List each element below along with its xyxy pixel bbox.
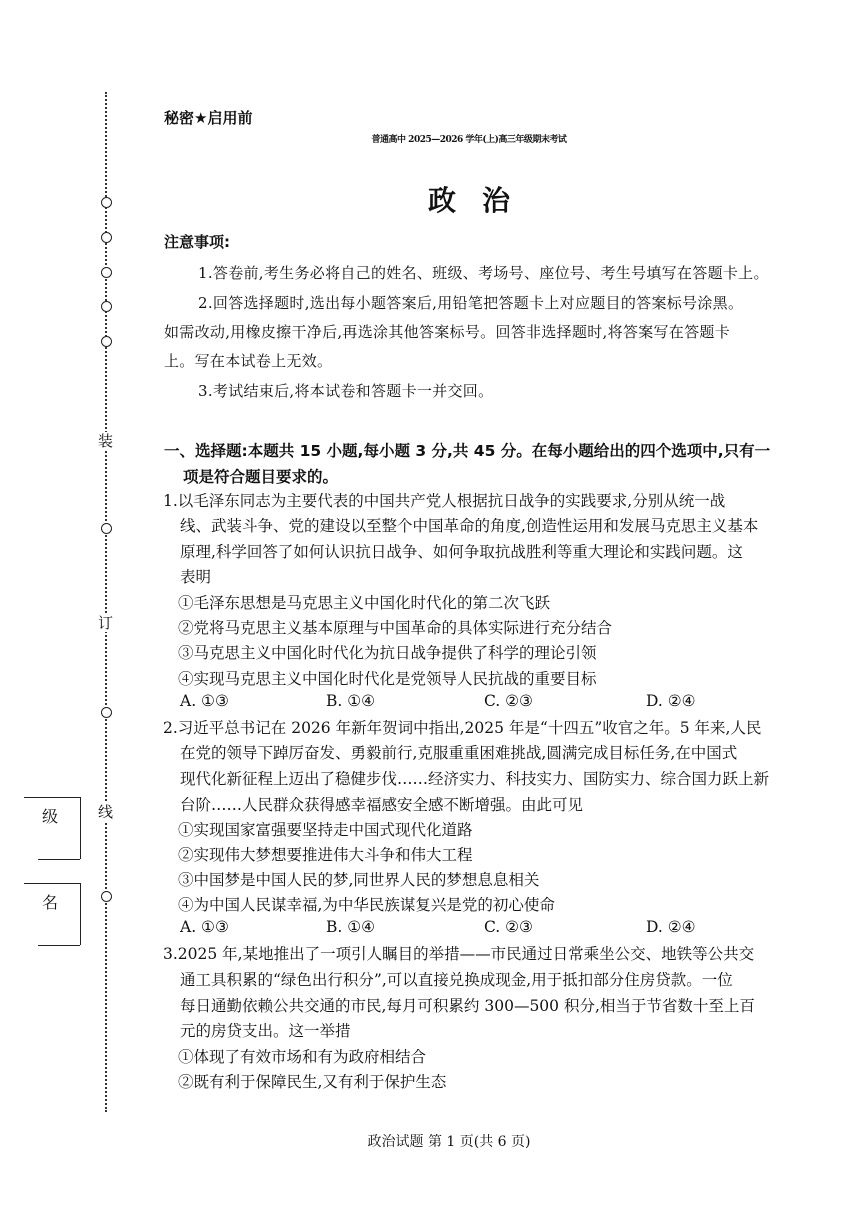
section-heading: 一、选择题:本题共 15 小题,每小题 3 分,共 45 分。在每小题给出的四个选项中,只有一 [164,442,771,460]
question-1-line: 1.以毛泽东同志为主要代表的中国共产党人根据抗日战争的实践要求,分别从统一战 [163,492,726,510]
binding-hole [101,707,112,718]
field-box-line [80,883,81,945]
question-1-statement: ④实现马克思主义中国化时代化是党领导人民抗战的重要目标 [178,670,597,688]
binding-hole [101,523,112,534]
question-2-option-d: D. ②④ [646,918,696,936]
question-3-statement: ①体现了有效市场和有为政府相结合 [178,1048,427,1066]
section-heading-cont: 项是符合题目要求的。 [183,468,339,486]
field-box-line [38,945,80,946]
question-2-statement: ④为中国人民谋幸福,为中华民族谋复兴是党的初心使命 [178,896,555,914]
question-2-line: 在党的领导下踔厉奋发、勇毅前行,克服重重困难挑战,圆满完成目标任务,在中国式 [180,744,738,762]
notice-line: 2.回答选择题时,选出每小题答案后,用铅笔把答题卡上对应题目的答案标号涂黑。 [198,294,744,312]
margin-label-zhuang: 装 [98,432,114,450]
field-label-name: 名 [42,893,59,912]
subject-title: 政治 [427,184,536,217]
notice-line: 上。写在本试卷上无效。 [164,352,333,370]
question-1-statement: ①毛泽东思想是马克思主义中国化时代化的第二次飞跃 [178,594,551,612]
exam-title: 普通高中 2025—2026 学年(上)高三年级期末考试 [371,135,567,145]
field-label-class: 级 [42,807,59,826]
question-2-option-c: C. ②③ [484,918,533,936]
question-2-line: 现代化新征程上迈出了稳健步伐……经济实力、科技实力、国防实力、综合国力跃上新 [180,770,770,788]
field-box-line [80,797,81,859]
question-2-line: 台阶……人民群众获得感幸福感安全感不断增强。由此可见 [180,796,584,814]
question-3-statement: ②既有利于保障民生,又有利于保护生态 [178,1073,447,1091]
notice-line: 如需改动,用橡皮擦干净后,再选涂其他答案标号。回答非选择题时,将答案写在答题卡 [164,323,731,341]
margin-label-xian: 线 [98,803,114,821]
question-2-statement: ②实现伟大梦想要推进伟大斗争和伟大工程 [178,846,473,864]
binding-hole [101,232,112,243]
binding-hole [101,891,112,902]
field-box-line [38,859,80,860]
question-1-option-b: B. ①④ [326,692,376,710]
question-1-line: 表明 [180,568,212,586]
question-2-statement: ③中国梦是中国人民的梦,同世界人民的梦想息息相关 [178,871,540,889]
question-3-line: 元的房贷支出。这一举措 [180,1022,351,1040]
field-box-line [24,883,80,884]
question-2-line: 2.习近平总书记在 2026 年新年贺词中指出,2025 年是“十四五”收官之年。5 年来,人民 [163,719,762,737]
notice-heading: 注意事项: [164,233,230,251]
question-1-option-d: D. ②④ [646,692,696,710]
binding-hole [101,336,112,347]
question-1-line: 线、武装斗争、党的建设以至整个中国革命的角度,创造性运用和发展马克思主义基本 [180,517,759,535]
margin-label-ding: 订 [98,614,114,632]
question-1-statement: ②党将马克思主义基本原理与中国革命的具体实际进行充分结合 [178,619,613,637]
question-1-option-c: C. ②③ [484,692,533,710]
notice-line: 1.答卷前,考生务必将自己的姓名、班级、考场号、座位号、考生号填写在答题卡上。 [198,264,769,282]
binding-hole [101,267,112,278]
question-2-statement: ①实现国家富强要坚持走中国式现代化道路 [178,821,473,839]
question-1-statement: ③马克思主义中国化时代化为抗日战争提供了科学的理论引领 [178,644,597,662]
page-footer: 政治试题 第 1 页(共 6 页) [367,1134,531,1150]
question-1-line: 原理,科学回答了如何认识抗日战争、如何争取抗战胜利等重大理论和实践问题。这 [180,543,743,561]
question-3-line: 每日通勤依赖公共交通的市民,每月可积累约 300—500 积分,相当于节省数十至上百 [180,997,755,1015]
notice-line: 3.考试结束后,将本试卷和答题卡一并交回。 [198,382,494,400]
secret-label: 秘密★启用前 [164,109,253,127]
question-3-line: 3.2025 年,某地推出了一项引人瞩目的举措——市民通过日常乘坐公交、地铁等公共交 [163,945,755,963]
question-2-option-b: B. ①④ [326,918,376,936]
binding-hole [101,301,112,312]
question-2-option-a: A. ①③ [180,918,229,936]
question-3-line: 通工具积累的“绿色出行积分”,可以直接兑换成现金,用于抵扣部分住房贷款。一位 [180,971,733,989]
field-box-line [24,797,80,798]
question-1-option-a: A. ①③ [180,692,229,710]
binding-dotted-line [105,92,107,1112]
